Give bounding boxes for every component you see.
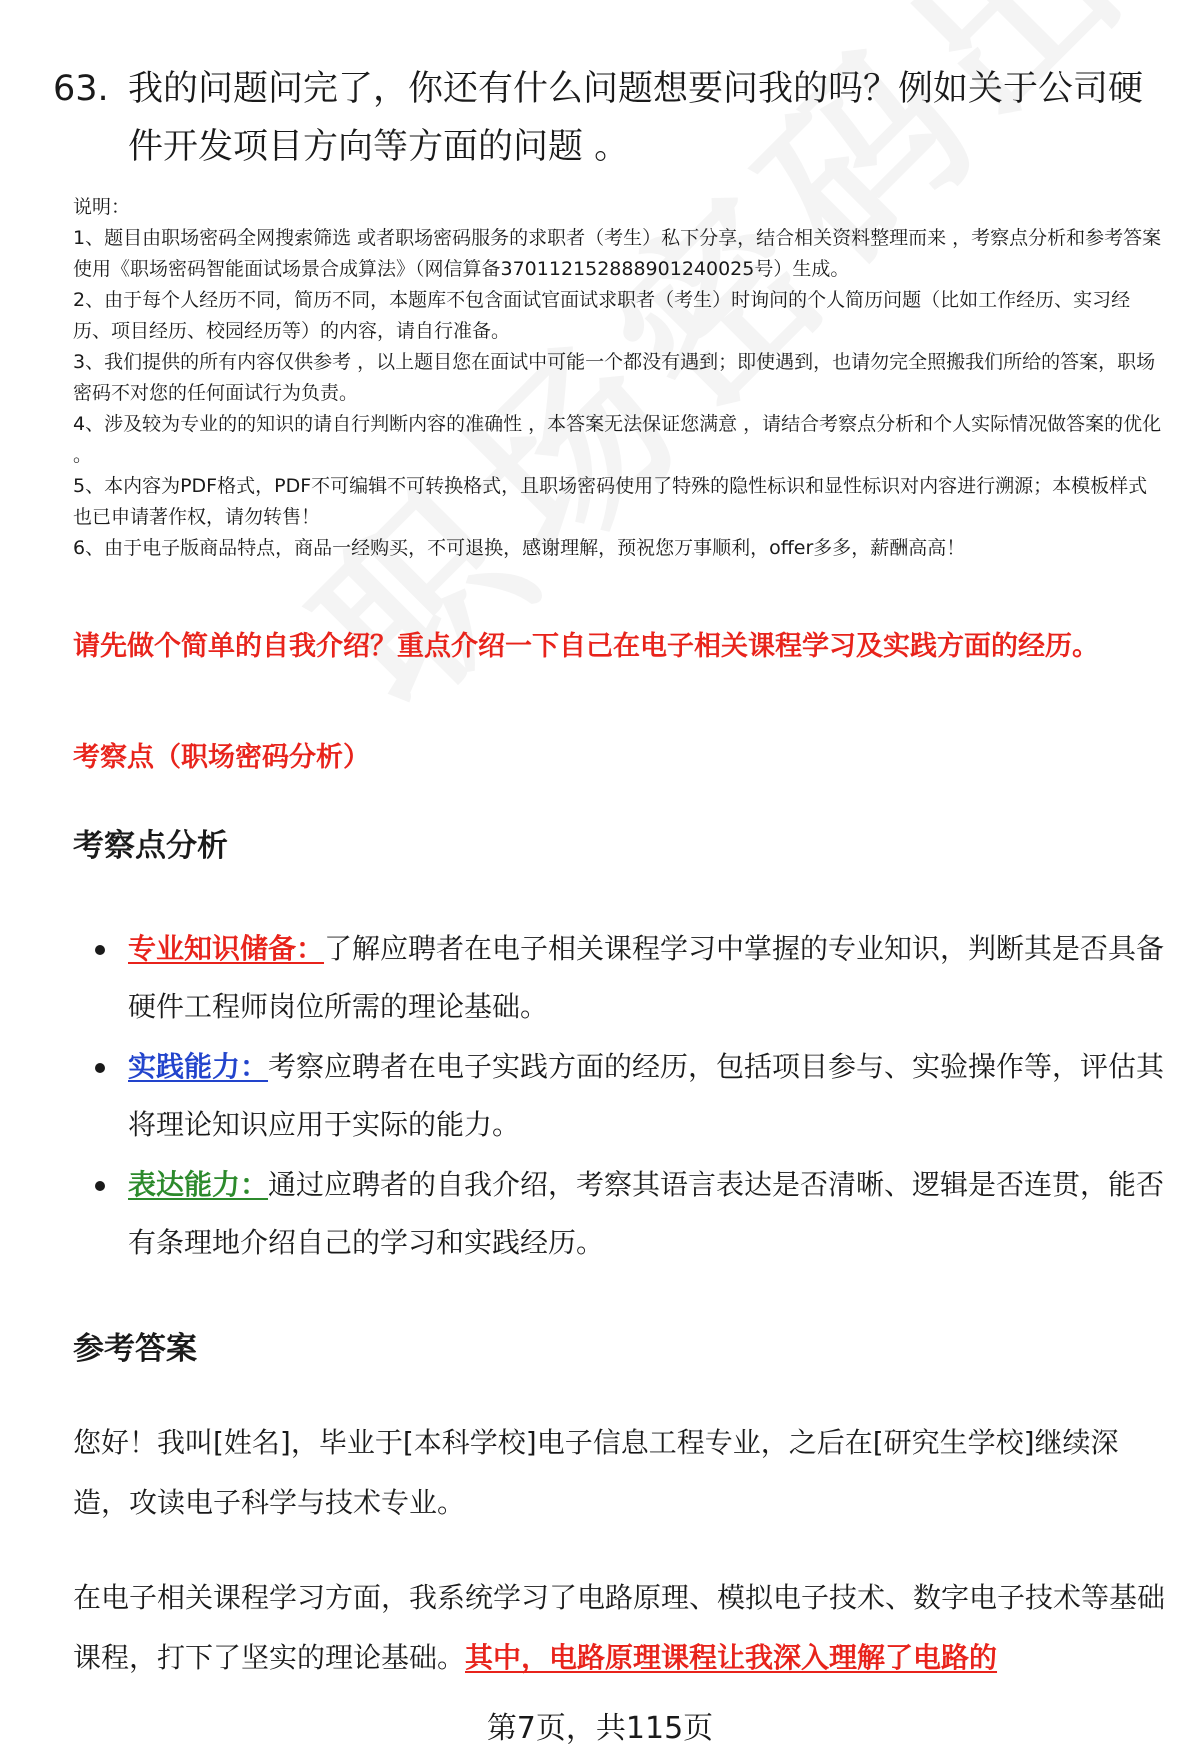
note-item: 3、我们提供的所有内容仅供参考 ，以上题目您在面试中可能一个都没有遇到；即使遇到，也请勿完全照搬我们所给的答案，职场密码不对您的任何面试行为负责。 — [73, 351, 1156, 404]
analysis-keyword: 表达能力： — [128, 1168, 269, 1201]
note-item: 5、本内容为PDF格式，PDF不可编辑不可转换格式，且职场密码使用了特殊的隐性标识和显性标识对内容进行溯源；本模板样式也已申请著作权，请勿转售！ — [73, 475, 1148, 528]
page-footer: 第7页，共115页 — [486, 1711, 714, 1746]
note-item: 4、涉及较为专业的的知识的请自行判断内容的准确性 ，本答案无法保证您满意 ，请结合考察点分析和个人实际情况做答案的优化 。 — [73, 413, 1162, 466]
analysis-heading: 考察点分析 — [73, 828, 228, 864]
analysis-list — [95, 920, 1165, 1274]
notes-heading: 说明： — [73, 196, 131, 218]
answer-paragraph — [73, 1568, 1165, 1688]
analysis-text: 考察应聘者在电子实践方面的经历，包括项目参与、实验操作等，评估其将理论知识应用于实际的能力。 — [128, 1050, 1165, 1141]
question-block — [53, 60, 1163, 176]
note-item: 1、题目由职场密码全网搜索筛选 或者职场密码服务的求职者（考生）私下分享，结合相关资料整理而来 ，考察点分析和参考答案使用《职场密码智能面试场景合成算法》（网信算备370112152888901240025号）生成。 — [73, 227, 1162, 280]
question-text: 我的问题问完了，你还有什么问题想要问我的吗？例如关于公司硬件开发项目方向等方面的问题 。 — [128, 69, 1144, 167]
bullet-icon — [95, 1063, 105, 1073]
analysis-keyword: 专业知识储备： — [128, 932, 325, 965]
note-item: 2、由于每个人经历不同，简历不同，本题库不包含面试官面试求职者（考生）时询问的个人简历问题（比如工作经历、实习经历、项目经历、校园经历等）的内容，请自行准备。 — [73, 289, 1131, 342]
answer-highlight: 其中，电路原理课程让我深入理解了电路的 — [465, 1641, 998, 1674]
answer-text: 在电子相关课程学习方面，我系统学习了电路原理、模拟电子技术、数字电子技术等基础课程，打下了坚实的理论基础。 — [73, 1581, 1166, 1674]
notes-section — [73, 192, 1163, 564]
assessment-label: 考察点（职场密码分析） — [73, 742, 370, 773]
interview-question: 请先做个简单的自我介绍？重点介绍一下自己在电子相关课程学习及实践方面的经历。 — [73, 631, 1099, 662]
answer-heading: 参考答案 — [73, 1331, 197, 1367]
analysis-point — [95, 1156, 1165, 1272]
bullet-icon — [95, 945, 105, 955]
analysis-text: 了解应聘者在电子相关课程学习中掌握的专业知识，判断其是否具备硬件工程师岗位所需的理论基础。 — [128, 932, 1165, 1023]
bullet-icon — [95, 1181, 105, 1191]
question-number: 63. — [53, 69, 109, 109]
analysis-keyword: 实践能力： — [128, 1050, 269, 1083]
note-item: 6、由于电子版商品特点，商品一经购买，不可退换，感谢理解，预祝您万事顺利，offer多多，薪酬高高！ — [73, 537, 966, 559]
answer-paragraph: 您好！我叫[姓名]，毕业于[本科学校]电子信息工程专业，之后在[研究生学校]继续深造，攻读电子科学与技术专业。 — [73, 1426, 1119, 1519]
analysis-point — [95, 1038, 1165, 1154]
analysis-point — [95, 920, 1165, 1036]
analysis-text: 通过应聘者的自我介绍，考察其语言表达是否清晰、逻辑是否连贯，能否有条理地介绍自己的学习和实践经历。 — [128, 1168, 1165, 1259]
